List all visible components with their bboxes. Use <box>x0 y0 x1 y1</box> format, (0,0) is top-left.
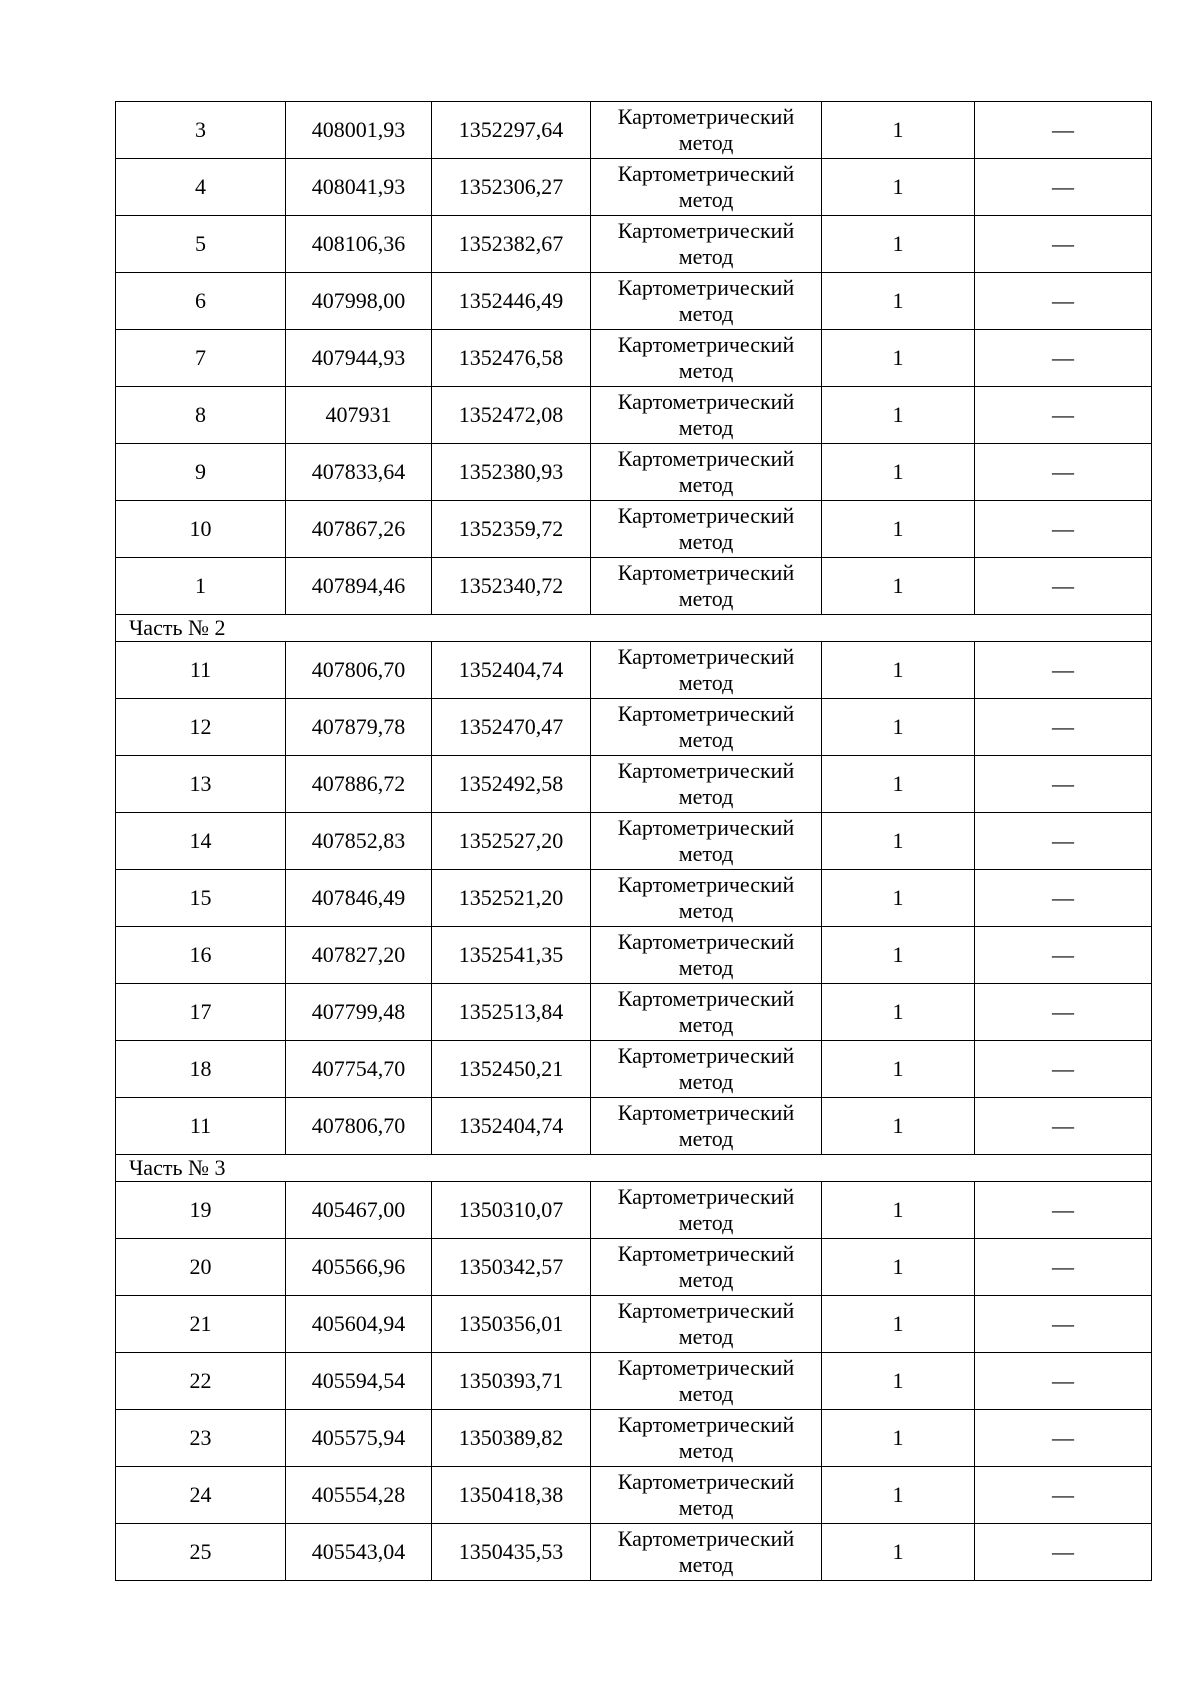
coordinate-y-cell: 1352446,49 <box>432 273 591 330</box>
coordinate-y-cell: 1352476,58 <box>432 330 591 387</box>
method-line-1: Картометрический <box>617 1412 795 1437</box>
table-row <box>116 984 1152 1041</box>
section-heading: Часть № 3 <box>116 1155 1152 1182</box>
method-line-2: метод <box>678 130 734 155</box>
point-number-cell: 1 <box>116 558 286 615</box>
description-cell: — <box>975 159 1152 216</box>
coordinate-x-cell: 405543,04 <box>286 1524 432 1581</box>
coordinate-y-cell: 1352404,74 <box>432 642 591 699</box>
accuracy-cell: 1 <box>822 870 975 927</box>
description-cell: — <box>975 642 1152 699</box>
accuracy-cell: 1 <box>822 1182 975 1239</box>
method-line-2: метод <box>678 1012 734 1037</box>
accuracy-cell: 1 <box>822 756 975 813</box>
method-cell <box>591 102 822 159</box>
method-line-1: Картометрический <box>617 1298 795 1323</box>
method-cell <box>591 387 822 444</box>
description-cell: — <box>975 813 1152 870</box>
method-line-2: метод <box>678 415 734 440</box>
table-row <box>116 159 1152 216</box>
method-cell <box>591 1239 822 1296</box>
description-cell: — <box>975 870 1152 927</box>
coordinate-y-cell: 1350435,53 <box>432 1524 591 1581</box>
table-row <box>116 387 1152 444</box>
method-line-1: Картометрический <box>617 275 795 300</box>
accuracy-cell: 1 <box>822 558 975 615</box>
coordinates-table <box>115 101 1152 1581</box>
accuracy-cell: 1 <box>822 1041 975 1098</box>
coordinate-y-cell: 1352382,67 <box>432 216 591 273</box>
point-number-cell: 14 <box>116 813 286 870</box>
coordinate-x-cell: 405467,00 <box>286 1182 432 1239</box>
method-cell <box>591 1524 822 1581</box>
method-cell <box>591 1182 822 1239</box>
description-cell: — <box>975 1524 1152 1581</box>
table-row <box>116 1182 1152 1239</box>
method-cell <box>591 813 822 870</box>
coordinate-y-cell: 1350342,57 <box>432 1239 591 1296</box>
method-line-1: Картометрический <box>617 701 795 726</box>
accuracy-cell: 1 <box>822 642 975 699</box>
method-cell <box>591 927 822 984</box>
method-line-1: Картометрический <box>617 1241 795 1266</box>
table-row <box>116 1041 1152 1098</box>
point-number-cell: 20 <box>116 1239 286 1296</box>
coordinate-x-cell: 405566,96 <box>286 1239 432 1296</box>
method-line-2: метод <box>678 784 734 809</box>
point-number-cell: 11 <box>116 1098 286 1155</box>
coordinate-y-cell: 1352470,47 <box>432 699 591 756</box>
description-cell: — <box>975 387 1152 444</box>
coordinate-x-cell: 407806,70 <box>286 642 432 699</box>
method-line-1: Картометрический <box>617 1100 795 1125</box>
method-line-2: метод <box>678 586 734 611</box>
accuracy-cell: 1 <box>822 1524 975 1581</box>
coordinate-y-cell: 1352306,27 <box>432 159 591 216</box>
table-row <box>116 102 1152 159</box>
method-cell <box>591 273 822 330</box>
method-line-2: метод <box>678 1324 734 1349</box>
method-cell <box>591 444 822 501</box>
description-cell: — <box>975 273 1152 330</box>
point-number-cell: 8 <box>116 387 286 444</box>
description-cell: — <box>975 927 1152 984</box>
coordinate-y-cell: 1352541,35 <box>432 927 591 984</box>
point-number-cell: 15 <box>116 870 286 927</box>
coordinate-x-cell: 405575,94 <box>286 1410 432 1467</box>
method-line-2: метод <box>678 1381 734 1406</box>
method-line-1: Картометрический <box>617 560 795 585</box>
method-cell <box>591 501 822 558</box>
method-line-2: метод <box>678 301 734 326</box>
coordinates-table-body <box>116 102 1152 1581</box>
method-line-2: метод <box>678 1267 734 1292</box>
method-line-1: Картометрический <box>617 758 795 783</box>
coordinate-x-cell: 407879,78 <box>286 699 432 756</box>
coordinate-y-cell: 1350310,07 <box>432 1182 591 1239</box>
accuracy-cell: 1 <box>822 1098 975 1155</box>
point-number-cell: 22 <box>116 1353 286 1410</box>
coordinate-y-cell: 1350356,01 <box>432 1296 591 1353</box>
coordinate-y-cell: 1352340,72 <box>432 558 591 615</box>
table-row <box>116 756 1152 813</box>
coordinate-y-cell: 1352521,20 <box>432 870 591 927</box>
method-cell <box>591 984 822 1041</box>
table-row <box>116 444 1152 501</box>
accuracy-cell: 1 <box>822 501 975 558</box>
accuracy-cell: 1 <box>822 159 975 216</box>
point-number-cell: 9 <box>116 444 286 501</box>
table-row <box>116 558 1152 615</box>
accuracy-cell: 1 <box>822 1410 975 1467</box>
point-number-cell: 7 <box>116 330 286 387</box>
method-line-1: Картометрический <box>617 1184 795 1209</box>
coordinate-y-cell: 1350393,71 <box>432 1353 591 1410</box>
table-row <box>116 1296 1152 1353</box>
point-number-cell: 4 <box>116 159 286 216</box>
point-number-cell: 3 <box>116 102 286 159</box>
description-cell: — <box>975 1353 1152 1410</box>
method-line-1: Картометрический <box>617 161 795 186</box>
point-number-cell: 18 <box>116 1041 286 1098</box>
accuracy-cell: 1 <box>822 984 975 1041</box>
table-row <box>116 1353 1152 1410</box>
coordinate-y-cell: 1352492,58 <box>432 756 591 813</box>
method-cell <box>591 642 822 699</box>
accuracy-cell: 1 <box>822 102 975 159</box>
point-number-cell: 5 <box>116 216 286 273</box>
accuracy-cell: 1 <box>822 927 975 984</box>
method-cell <box>591 870 822 927</box>
description-cell: — <box>975 1467 1152 1524</box>
accuracy-cell: 1 <box>822 444 975 501</box>
table-row <box>116 1524 1152 1581</box>
method-cell <box>591 699 822 756</box>
coordinate-x-cell: 407852,83 <box>286 813 432 870</box>
coordinate-x-cell: 407931 <box>286 387 432 444</box>
table-row <box>116 699 1152 756</box>
method-line-2: метод <box>678 358 734 383</box>
coordinate-x-cell: 405594,54 <box>286 1353 432 1410</box>
description-cell: — <box>975 699 1152 756</box>
coordinate-x-cell: 407886,72 <box>286 756 432 813</box>
table-row <box>116 501 1152 558</box>
coordinate-x-cell: 407799,48 <box>286 984 432 1041</box>
table-row <box>116 642 1152 699</box>
description-cell: — <box>975 216 1152 273</box>
method-cell <box>591 558 822 615</box>
method-cell <box>591 756 822 813</box>
method-line-1: Картометрический <box>617 872 795 897</box>
table-row <box>116 216 1152 273</box>
accuracy-cell: 1 <box>822 699 975 756</box>
coordinate-y-cell: 1352404,74 <box>432 1098 591 1155</box>
table-row <box>116 1239 1152 1296</box>
accuracy-cell: 1 <box>822 387 975 444</box>
accuracy-cell: 1 <box>822 273 975 330</box>
description-cell: — <box>975 330 1152 387</box>
method-line-2: метод <box>678 1210 734 1235</box>
point-number-cell: 21 <box>116 1296 286 1353</box>
description-cell: — <box>975 102 1152 159</box>
method-line-2: метод <box>678 841 734 866</box>
section-heading-row <box>116 1155 1152 1182</box>
point-number-cell: 10 <box>116 501 286 558</box>
description-cell: — <box>975 1098 1152 1155</box>
section-heading-row <box>116 615 1152 642</box>
method-line-2: метод <box>678 529 734 554</box>
method-cell <box>591 1296 822 1353</box>
method-line-1: Картометрический <box>617 446 795 471</box>
description-cell: — <box>975 444 1152 501</box>
method-line-2: метод <box>678 1126 734 1151</box>
method-line-2: метод <box>678 670 734 695</box>
method-line-2: метод <box>678 187 734 212</box>
coordinate-x-cell: 407754,70 <box>286 1041 432 1098</box>
coordinate-y-cell: 1352527,20 <box>432 813 591 870</box>
description-cell: — <box>975 1239 1152 1296</box>
description-cell: — <box>975 756 1152 813</box>
coordinate-y-cell: 1352472,08 <box>432 387 591 444</box>
section-heading: Часть № 2 <box>116 615 1152 642</box>
method-line-2: метод <box>678 1552 734 1577</box>
method-line-1: Картометрический <box>617 1469 795 1494</box>
point-number-cell: 19 <box>116 1182 286 1239</box>
point-number-cell: 11 <box>116 642 286 699</box>
description-cell: — <box>975 984 1152 1041</box>
coordinate-x-cell: 407944,93 <box>286 330 432 387</box>
coordinate-y-cell: 1352297,64 <box>432 102 591 159</box>
coordinate-y-cell: 1352359,72 <box>432 501 591 558</box>
method-line-1: Картометрический <box>617 1526 795 1551</box>
table-row <box>116 870 1152 927</box>
method-line-2: метод <box>678 244 734 269</box>
coordinate-x-cell: 408041,93 <box>286 159 432 216</box>
coordinate-y-cell: 1350418,38 <box>432 1467 591 1524</box>
coordinate-x-cell: 407827,20 <box>286 927 432 984</box>
method-line-1: Картометрический <box>617 332 795 357</box>
coordinate-x-cell: 405604,94 <box>286 1296 432 1353</box>
description-cell: — <box>975 1182 1152 1239</box>
method-line-1: Картометрический <box>617 986 795 1011</box>
method-line-2: метод <box>678 472 734 497</box>
method-cell <box>591 1467 822 1524</box>
table-row <box>116 330 1152 387</box>
coordinate-y-cell: 1350389,82 <box>432 1410 591 1467</box>
description-cell: — <box>975 1041 1152 1098</box>
method-line-1: Картометрический <box>617 389 795 414</box>
coordinate-y-cell: 1352450,21 <box>432 1041 591 1098</box>
table-row <box>116 1410 1152 1467</box>
coordinate-x-cell: 407806,70 <box>286 1098 432 1155</box>
accuracy-cell: 1 <box>822 216 975 273</box>
method-line-2: метод <box>678 727 734 752</box>
coordinate-x-cell: 407846,49 <box>286 870 432 927</box>
coordinate-x-cell: 407833,64 <box>286 444 432 501</box>
coordinate-x-cell: 407867,26 <box>286 501 432 558</box>
table-row <box>116 1098 1152 1155</box>
coordinate-y-cell: 1352380,93 <box>432 444 591 501</box>
coordinate-x-cell: 405554,28 <box>286 1467 432 1524</box>
coordinate-x-cell: 408106,36 <box>286 216 432 273</box>
method-line-2: метод <box>678 1069 734 1094</box>
method-cell <box>591 216 822 273</box>
accuracy-cell: 1 <box>822 1467 975 1524</box>
accuracy-cell: 1 <box>822 1353 975 1410</box>
point-number-cell: 23 <box>116 1410 286 1467</box>
coordinate-y-cell: 1352513,84 <box>432 984 591 1041</box>
point-number-cell: 6 <box>116 273 286 330</box>
point-number-cell: 17 <box>116 984 286 1041</box>
point-number-cell: 12 <box>116 699 286 756</box>
method-cell <box>591 330 822 387</box>
point-number-cell: 25 <box>116 1524 286 1581</box>
point-number-cell: 16 <box>116 927 286 984</box>
coordinate-x-cell: 408001,93 <box>286 102 432 159</box>
description-cell: — <box>975 558 1152 615</box>
point-number-cell: 24 <box>116 1467 286 1524</box>
description-cell: — <box>975 1410 1152 1467</box>
table-row <box>116 927 1152 984</box>
method-line-2: метод <box>678 898 734 923</box>
point-number-cell: 13 <box>116 756 286 813</box>
coordinate-x-cell: 407998,00 <box>286 273 432 330</box>
method-line-2: метод <box>678 1495 734 1520</box>
method-line-2: метод <box>678 955 734 980</box>
table-row <box>116 813 1152 870</box>
method-cell <box>591 1353 822 1410</box>
method-cell <box>591 1041 822 1098</box>
method-line-1: Картометрический <box>617 815 795 840</box>
method-line-1: Картометрический <box>617 1043 795 1068</box>
method-cell <box>591 1098 822 1155</box>
method-line-1: Картометрический <box>617 929 795 954</box>
method-cell <box>591 1410 822 1467</box>
table-row <box>116 1467 1152 1524</box>
description-cell: — <box>975 1296 1152 1353</box>
method-cell <box>591 159 822 216</box>
coordinate-x-cell: 407894,46 <box>286 558 432 615</box>
method-line-1: Картометрический <box>617 1355 795 1380</box>
description-cell: — <box>975 501 1152 558</box>
accuracy-cell: 1 <box>822 330 975 387</box>
accuracy-cell: 1 <box>822 1296 975 1353</box>
table-row <box>116 273 1152 330</box>
method-line-1: Картометрический <box>617 104 795 129</box>
accuracy-cell: 1 <box>822 813 975 870</box>
method-line-1: Картометрический <box>617 503 795 528</box>
method-line-2: метод <box>678 1438 734 1463</box>
method-line-1: Картометрический <box>617 644 795 669</box>
method-line-1: Картометрический <box>617 218 795 243</box>
accuracy-cell: 1 <box>822 1239 975 1296</box>
